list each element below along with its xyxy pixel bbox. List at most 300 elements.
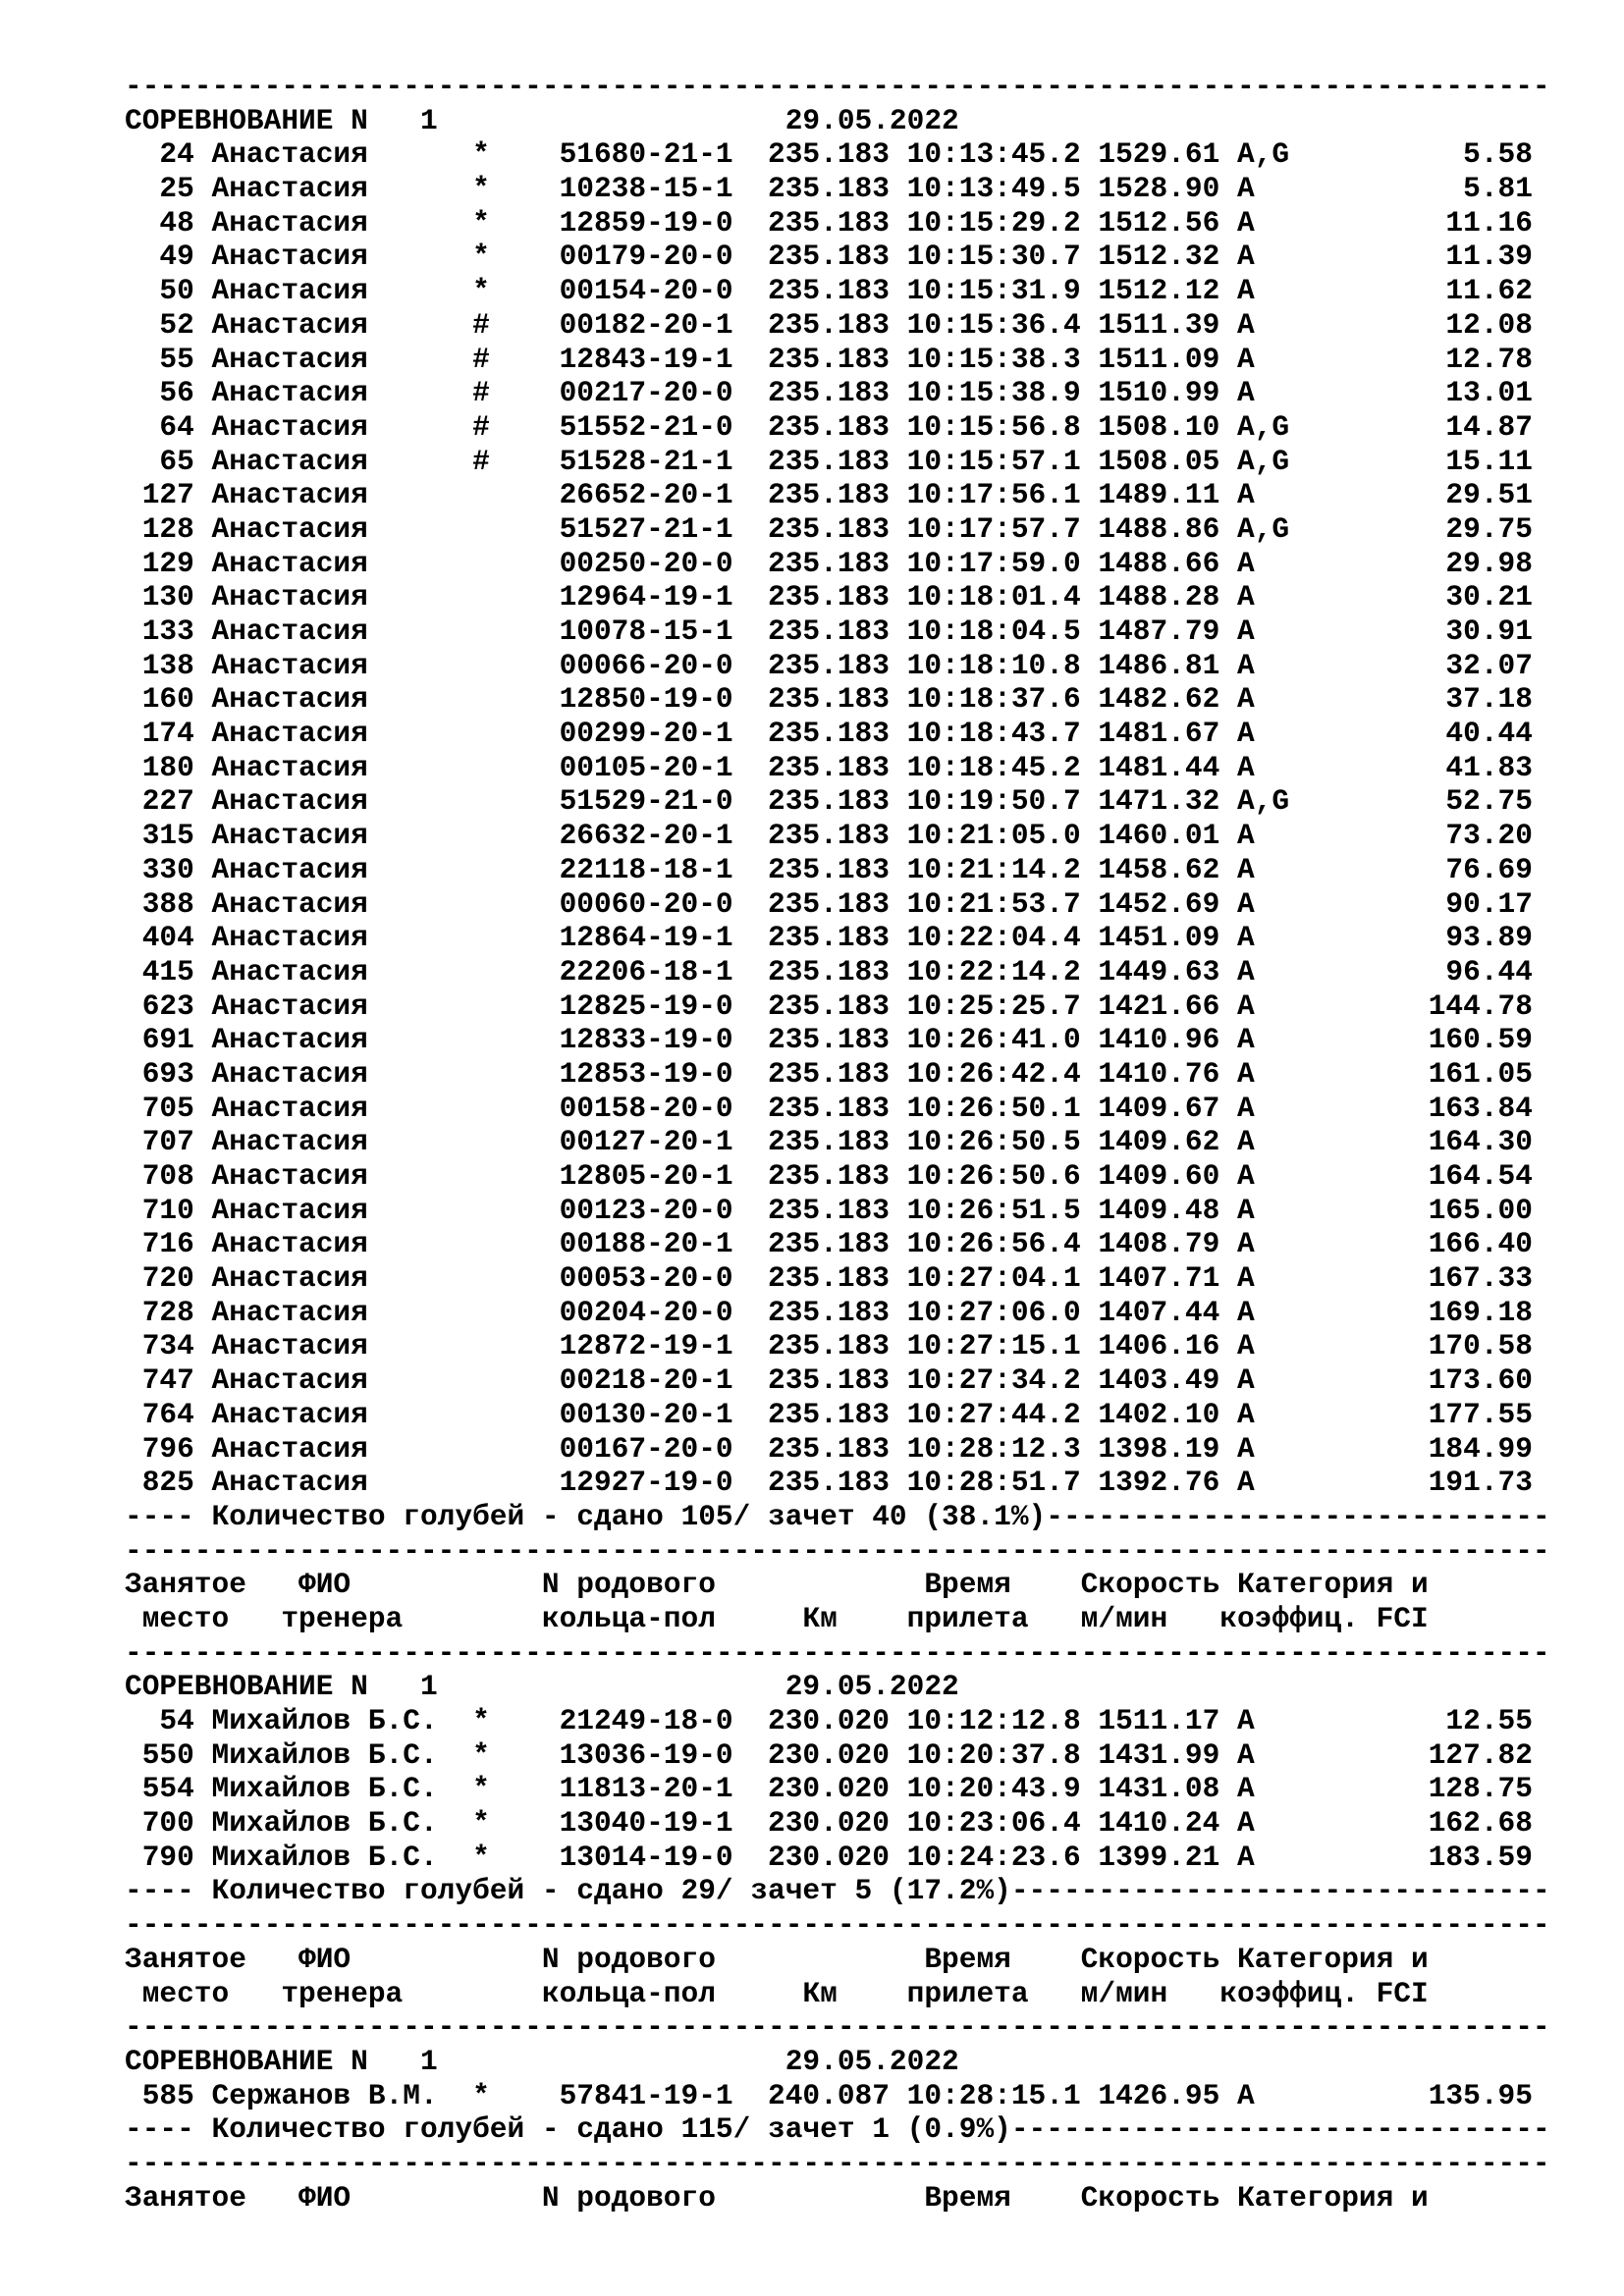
table-row [125,376,1607,410]
row-coefficient: 30.21 [1306,580,1533,614]
row-time: 10:26:41.0 [906,1023,1081,1057]
table-row [125,1023,1607,1057]
row-spacer [1081,445,1099,478]
row-place: 330 [125,852,194,886]
row-spacer [490,921,560,954]
row-trainer: Анастасия [211,1023,456,1057]
row-category: A [1237,1329,1307,1363]
row-mark [472,1329,490,1362]
row-spacer [455,308,472,342]
row-km: 235.183 [768,988,890,1023]
row-category: A [1237,717,1307,751]
row-spacer [490,1092,560,1125]
summary-fill: ------------------------------- [1010,1874,1550,1908]
row-spacer [194,1159,212,1193]
row-category: A [1237,614,1307,648]
row-place: 705 [125,1091,194,1125]
row-spacer [455,1806,472,1840]
row-ring: 00066-20-0 [559,648,733,682]
row-spacer [733,887,768,921]
row-category: A [1237,1193,1307,1227]
row-spacer [890,1432,907,1466]
row-spacer [455,853,472,886]
row-trainer: Анастасия [211,1227,456,1261]
row-spacer [1219,853,1237,886]
summary-fill: ------------------------------- [1010,2112,1550,2147]
row-speed: 1488.86 [1098,511,1220,546]
row-time: 10:26:50.5 [906,1125,1081,1159]
row-place: 128 [125,511,194,546]
row-category: A,G [1237,137,1307,172]
row-trainer: Анастасия [211,1329,456,1363]
row-mark [472,1398,490,1431]
row-spacer [455,649,472,682]
row-mark [472,1194,490,1227]
row-mark [472,1296,490,1329]
row-spacer [455,1023,472,1056]
row-km: 235.183 [768,1295,890,1329]
row-spacer [733,1738,768,1772]
row-ring: 12927-19-0 [559,1466,733,1500]
row-place: 747 [125,1363,194,1398]
row-spacer [890,206,907,240]
row-speed: 1406.16 [1098,1329,1220,1363]
row-mark [472,1432,490,1466]
summary-fill: ----------------------------- [1046,1499,1550,1533]
row-speed: 1452.69 [1098,886,1220,921]
row-spacer [890,445,907,478]
row-ring: 12864-19-1 [559,921,733,955]
row-place: 174 [125,717,194,751]
table-row [125,717,1607,751]
table-row [125,274,1607,308]
row-coefficient: 52.75 [1306,784,1533,819]
row-spacer [455,580,472,614]
row-mark: * [472,1704,490,1737]
row-coefficient: 32.07 [1306,648,1533,682]
row-ring: 00182-20-1 [559,307,733,342]
row-time: 10:27:44.2 [906,1397,1081,1431]
table-row [125,1092,1607,1126]
row-time: 10:15:31.9 [906,274,1081,308]
row-km: 235.183 [768,137,890,172]
header-row: место тренера кольца-пол Км прилета м/мин коэффиц. FCI [125,1601,1429,1635]
row-spacer [1081,1092,1099,1125]
row-km: 235.183 [768,1329,890,1363]
row-mark [472,989,490,1023]
row-speed: 1426.95 [1098,2078,1220,2112]
row-spacer [1081,1466,1099,1499]
row-spacer [490,343,560,376]
row-trainer: Анастасия [211,274,456,308]
row-spacer [194,137,212,171]
row-spacer [490,1261,560,1295]
row-spacer [490,376,560,409]
row-spacer [890,614,907,648]
row-spacer [1219,2079,1237,2112]
row-spacer [733,1466,768,1499]
row-km: 235.183 [768,954,890,988]
row-km: 235.183 [768,1159,890,1193]
row-spacer [890,137,907,171]
competition-date: 29.05.2022 [785,1670,959,1704]
table-row [125,2079,1607,2113]
row-spacer [1081,2079,1099,2112]
separator-line: ---------------------------------------------------------------------------------- [125,1908,1550,1943]
row-spacer [733,1261,768,1295]
row-trainer: Анастасия [211,342,456,376]
row-place: 825 [125,1466,194,1500]
row-spacer [1219,1194,1237,1227]
row-km: 235.183 [768,750,890,784]
separator-line: ---------------------------------------------------------------------------------- [125,1635,1550,1670]
row-spacer [1219,649,1237,682]
row-category: A [1237,1227,1307,1261]
row-place: 55 [125,342,194,376]
row-trainer: Анастасия [211,1193,456,1227]
row-mark: * [472,2078,490,2112]
table-row [125,308,1607,343]
row-spacer [890,308,907,342]
row-trainer: Анастасия [211,478,456,512]
row-speed: 1486.81 [1098,648,1220,682]
row-ring: 00218-20-1 [559,1363,733,1398]
row-coefficient: 161.05 [1306,1056,1533,1091]
competition-title [125,1670,1607,1704]
row-speed: 1511.09 [1098,342,1220,376]
row-coefficient: 12.55 [1306,1704,1533,1737]
row-spacer [194,1023,212,1056]
row-category: A [1237,1056,1307,1091]
row-spacer [1081,580,1099,614]
row-category: A [1237,819,1307,853]
row-coefficient: 11.16 [1306,205,1533,240]
row-spacer [890,1704,907,1737]
table-row [125,512,1607,547]
competition-title [125,104,1607,138]
row-spacer [455,274,472,307]
row-spacer [194,206,212,240]
row-spacer [455,751,472,784]
row-spacer [1081,1023,1099,1056]
row-speed: 1409.60 [1098,1159,1220,1193]
row-coefficient: 5.58 [1306,137,1533,172]
row-mark: * [472,274,490,308]
row-coefficient: 191.73 [1306,1466,1533,1500]
table-row [125,1363,1607,1398]
row-category: A [1237,1806,1307,1841]
row-ring: 26632-20-1 [559,819,733,853]
row-trainer: Михайлов Б.С. [211,1772,456,1806]
row-km: 235.183 [768,376,890,410]
row-spacer [1219,887,1237,921]
row-spacer [490,172,560,205]
row-spacer [733,172,768,205]
row-mark [472,955,490,988]
row-spacer [490,819,560,852]
row-spacer [455,1329,472,1362]
row-place: 404 [125,921,194,955]
row-spacer [733,921,768,954]
row-spacer [890,1125,907,1158]
row-km: 230.020 [768,1840,890,1874]
row-spacer [890,1806,907,1840]
row-spacer [1081,343,1099,376]
row-spacer [1081,1227,1099,1260]
row-category: A [1237,1159,1307,1193]
row-place: 790 [125,1840,194,1874]
row-spacer [1081,955,1099,988]
row-spacer [1081,274,1099,307]
row-ring: 12872-19-1 [559,1329,733,1363]
competition-title [125,2045,1607,2079]
row-speed: 1403.49 [1098,1363,1220,1398]
row-spacer [490,784,560,818]
row-trainer: Анастасия [211,750,456,784]
row-spacer [490,274,560,307]
row-ring: 13014-19-0 [559,1840,733,1874]
row-speed: 1392.76 [1098,1466,1220,1500]
row-spacer [194,1772,212,1805]
row-speed: 1512.12 [1098,274,1220,308]
row-spacer [733,1704,768,1737]
row-spacer [194,1261,212,1295]
row-ring: 12859-19-0 [559,205,733,240]
row-ring: 11813-20-1 [559,1772,733,1806]
row-spacer [1219,614,1237,648]
row-trainer: Анастасия [211,307,456,342]
row-spacer [194,2079,212,2112]
row-spacer [1081,614,1099,648]
row-spacer [490,1363,560,1397]
row-spacer [1219,308,1237,342]
row-coefficient: 166.40 [1306,1227,1533,1261]
row-spacer [490,2079,560,2112]
row-spacer [455,137,472,171]
row-km: 235.183 [768,886,890,921]
row-trainer: Анастасия [211,1397,456,1431]
row-ring: 00053-20-0 [559,1261,733,1296]
row-time: 10:27:04.1 [906,1261,1081,1296]
row-spacer [1081,1125,1099,1158]
row-spacer [194,343,212,376]
row-spacer [890,172,907,205]
row-spacer [455,240,472,273]
row-time: 10:13:45.2 [906,137,1081,172]
row-trainer: Анастасия [211,511,456,546]
row-coefficient: 41.83 [1306,750,1533,784]
row-time: 10:15:57.1 [906,444,1081,478]
row-spacer [890,512,907,546]
row-km: 235.183 [768,717,890,751]
row-time: 10:24:23.6 [906,1840,1081,1874]
row-spacer [1081,751,1099,784]
row-place: 716 [125,1227,194,1261]
row-speed: 1410.76 [1098,1056,1220,1091]
row-category: A [1237,954,1307,988]
row-km: 235.183 [768,1227,890,1261]
row-mark [472,887,490,921]
row-spacer [1219,682,1237,716]
competition-date: 29.05.2022 [785,103,959,137]
row-spacer [194,1806,212,1840]
row-coefficient: 164.54 [1306,1159,1533,1193]
row-trainer: Анастасия [211,240,456,274]
row-ring: 00217-20-0 [559,376,733,410]
row-coefficient: 11.39 [1306,240,1533,274]
row-spacer [890,1092,907,1125]
row-speed: 1409.62 [1098,1125,1220,1159]
row-time: 10:22:14.2 [906,954,1081,988]
row-place: 693 [125,1056,194,1091]
row-coefficient: 177.55 [1306,1397,1533,1431]
row-trainer: Анастасия [211,784,456,819]
row-km: 235.183 [768,1125,890,1159]
summary-line [125,1500,1607,1534]
row-mark [472,1125,490,1158]
row-spacer [1219,819,1237,852]
row-spacer [490,1296,560,1329]
table-row [125,478,1607,512]
row-mark [472,580,490,614]
row-spacer [490,1466,560,1499]
row-time: 10:18:01.4 [906,580,1081,614]
row-coefficient: 163.84 [1306,1091,1533,1125]
row-spacer [1219,1329,1237,1362]
row-spacer [890,887,907,921]
row-spacer [1081,308,1099,342]
row-spacer [733,1841,768,1874]
row-coefficient: 90.17 [1306,886,1533,921]
row-ring: 12843-19-1 [559,342,733,376]
row-ring: 00204-20-0 [559,1295,733,1329]
row-coefficient: 73.20 [1306,819,1533,853]
row-category: A [1237,1466,1307,1500]
row-spacer [194,1704,212,1737]
row-km: 235.183 [768,1023,890,1057]
row-spacer [455,1738,472,1772]
row-time: 10:17:56.1 [906,478,1081,512]
header-row: Занятое ФИО N родового Время Скорость Категория и [125,1568,1429,1602]
row-category: A [1237,1363,1307,1398]
row-spacer [455,1125,472,1158]
row-place: 415 [125,954,194,988]
row-spacer [490,887,560,921]
table-row [125,172,1607,206]
row-place: 728 [125,1295,194,1329]
row-spacer [890,1466,907,1499]
row-spacer [890,2079,907,2112]
row-place: 700 [125,1806,194,1841]
row-km: 230.020 [768,1704,890,1737]
row-spacer [1081,172,1099,205]
row-spacer [490,1806,560,1840]
row-ring: 10238-15-1 [559,172,733,206]
row-speed: 1431.99 [1098,1737,1220,1772]
row-spacer [890,1738,907,1772]
row-speed: 1402.10 [1098,1397,1220,1431]
row-spacer [890,819,907,852]
row-trainer: Анастасия [211,137,456,172]
row-spacer [733,1125,768,1158]
row-place: 64 [125,409,194,444]
row-coefficient: 96.44 [1306,954,1533,988]
row-coefficient: 170.58 [1306,1329,1533,1363]
row-coefficient: 37.18 [1306,682,1533,717]
competition-label: СОРЕВНОВАНИЕ N 1 [125,2044,785,2078]
row-mark: # [472,409,490,444]
row-spacer [1219,137,1237,171]
row-place: 720 [125,1261,194,1296]
row-ring: 00154-20-0 [559,274,733,308]
row-km: 235.183 [768,1397,890,1431]
row-coefficient: 76.69 [1306,852,1533,886]
row-spacer [1219,989,1237,1023]
row-trainer: Анастасия [211,717,456,751]
row-spacer [194,853,212,886]
row-spacer [1219,1466,1237,1499]
row-spacer [1081,1329,1099,1362]
row-spacer [1081,717,1099,750]
row-category: A [1237,307,1307,342]
table-row [125,1125,1607,1159]
row-spacer [733,137,768,171]
row-place: 52 [125,307,194,342]
row-mark [472,921,490,954]
row-mark: * [472,205,490,240]
row-spacer [890,580,907,614]
row-spacer [733,1432,768,1466]
row-time: 10:15:36.4 [906,307,1081,342]
row-speed: 1487.79 [1098,614,1220,648]
row-time: 10:21:05.0 [906,819,1081,853]
row-spacer [890,410,907,444]
row-trainer: Михайлов Б.С. [211,1704,456,1737]
row-trainer: Анастасия [211,1056,456,1091]
row-spacer [1081,1841,1099,1874]
row-spacer [1081,410,1099,444]
row-spacer [733,1159,768,1193]
row-category: A [1237,852,1307,886]
row-spacer [733,1329,768,1362]
row-spacer [490,649,560,682]
table-row [125,1398,1607,1432]
row-speed: 1410.24 [1098,1806,1220,1841]
row-km: 230.020 [768,1806,890,1841]
row-speed: 1398.19 [1098,1431,1220,1466]
row-time: 10:17:57.7 [906,511,1081,546]
row-time: 10:18:37.6 [906,682,1081,717]
row-spacer [1081,1296,1099,1329]
row-spacer [1219,717,1237,750]
row-mark [472,1261,490,1295]
row-coefficient: 13.01 [1306,376,1533,410]
row-mark [472,1092,490,1125]
row-km: 235.183 [768,580,890,614]
row-mark [472,1363,490,1397]
table-row [125,547,1607,581]
row-spacer [890,1841,907,1874]
row-place: 623 [125,988,194,1023]
row-spacer [890,751,907,784]
row-spacer [890,1398,907,1431]
row-category: A,G [1237,784,1307,819]
row-time: 10:15:56.8 [906,409,1081,444]
row-spacer [194,1432,212,1466]
row-time: 10:26:56.4 [906,1227,1081,1261]
row-spacer [490,614,560,648]
row-coefficient: 29.75 [1306,511,1533,546]
